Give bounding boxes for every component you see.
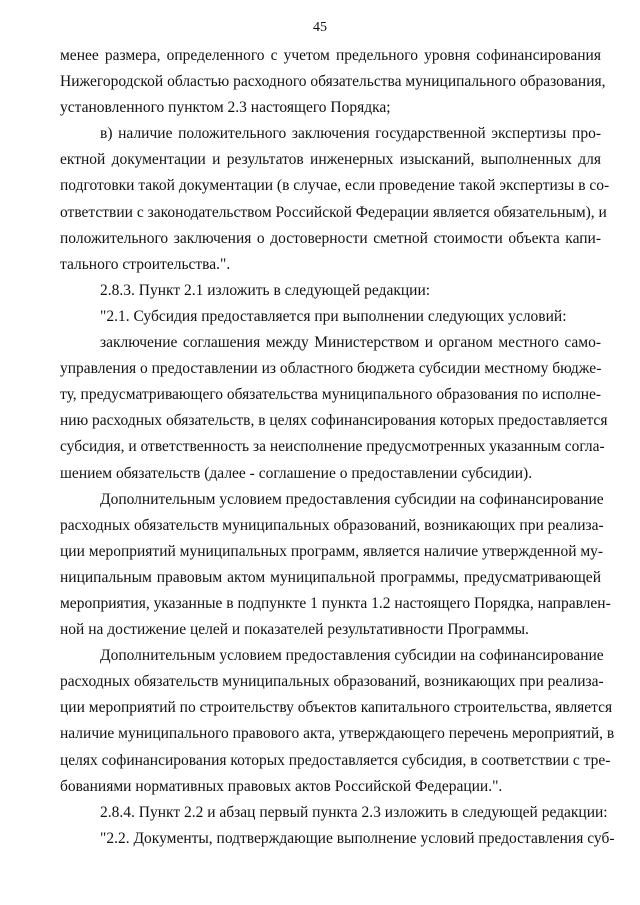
- text-line: ту, предусматривающего обязательства муниципального образования по исполне-: [60, 386, 602, 404]
- text-line: тального строительства.".: [60, 255, 231, 273]
- text-line: нию расходных обязательств, в целях софинансирования которых предоставляется: [60, 412, 608, 430]
- text-line: ции мероприятий по строительству объектов капитального строительства, является: [60, 699, 613, 717]
- text-line: подготовки такой документации (в случае, если проведение такой экспертизы в со-: [60, 177, 610, 195]
- text-line: Нижегородской областью расходного обязательства муниципального образования,: [60, 73, 606, 91]
- text-line: субсидия, и ответственность за неисполнение предусмотренных указанным согла-: [60, 438, 605, 456]
- text-line: шением обязательств (далее - соглашение о предоставлении субсидии).: [60, 464, 533, 482]
- text-line: Дополнительным условием предоставления субсидии на софинансирование: [100, 647, 604, 665]
- document-body: [60, 43, 615, 852]
- text-line: наличие муниципального правового акта, утверждающего перечень мероприятий, в: [60, 725, 615, 743]
- text-line: ектной документации и результатов инженерных изысканий, выполненных для: [60, 151, 601, 169]
- text-line: ции мероприятий муниципальных программ, является наличие утвержденной му-: [60, 542, 604, 560]
- text-line: ной на достижение целей и показателей результативности Программы.: [60, 621, 529, 639]
- text-line: ниципальным правовым актом муниципальной программы, предусматривающей: [60, 568, 601, 586]
- text-line: заключение соглашения между Министерством и органом местного само-: [100, 334, 601, 352]
- text-line: расходных обязательств муниципальных образований, возникающих при реализа-: [60, 516, 604, 534]
- page-number: 45: [313, 20, 327, 35]
- text-line: менее размера, определенного с учетом предельного уровня софинансирования: [60, 47, 601, 64]
- text-line: управления о предоставлении из областного бюджета субсидии местному бюдже-: [60, 360, 602, 378]
- text-line: установленного пунктом 2.3 настоящего Порядка;: [60, 99, 391, 117]
- text-line: 2.8.4. Пункт 2.2 и абзац первый пункта 2.3 изложить в следующей редакции:: [100, 803, 608, 821]
- text-line: Дополнительным условием предоставления субсидии на софинансирование: [100, 490, 604, 508]
- text-line: 2.8.3. Пункт 2.1 изложить в следующей редакции:: [100, 281, 431, 299]
- text-line: ответствии с законодательством Российской Федерации является обязательным), и: [60, 203, 607, 221]
- text-line: мероприятия, указанные в подпункте 1 пункта 1.2 настоящего Порядка, направлен-: [60, 594, 611, 612]
- text-line: расходных обязательств муниципальных образований, возникающих при реализа-: [60, 673, 604, 691]
- text-line: "2.1. Субсидия предоставляется при выполнении следующих условий:: [100, 307, 567, 325]
- text-line: целях софинансирования которых предоставляется субсидия, в соответствии с тре-: [60, 751, 611, 769]
- text-line: положительного заключения о достоверности сметной стоимости объекта капи-: [60, 229, 601, 247]
- text-line: "2.2. Документы, подтверждающие выполнение условий предоставления суб-: [100, 829, 615, 847]
- text-line: бованиями нормативных правовых актов Российской Федерации.".: [60, 777, 503, 795]
- text-line: в) наличие положительного заключения государственной экспертизы про-: [100, 125, 601, 143]
